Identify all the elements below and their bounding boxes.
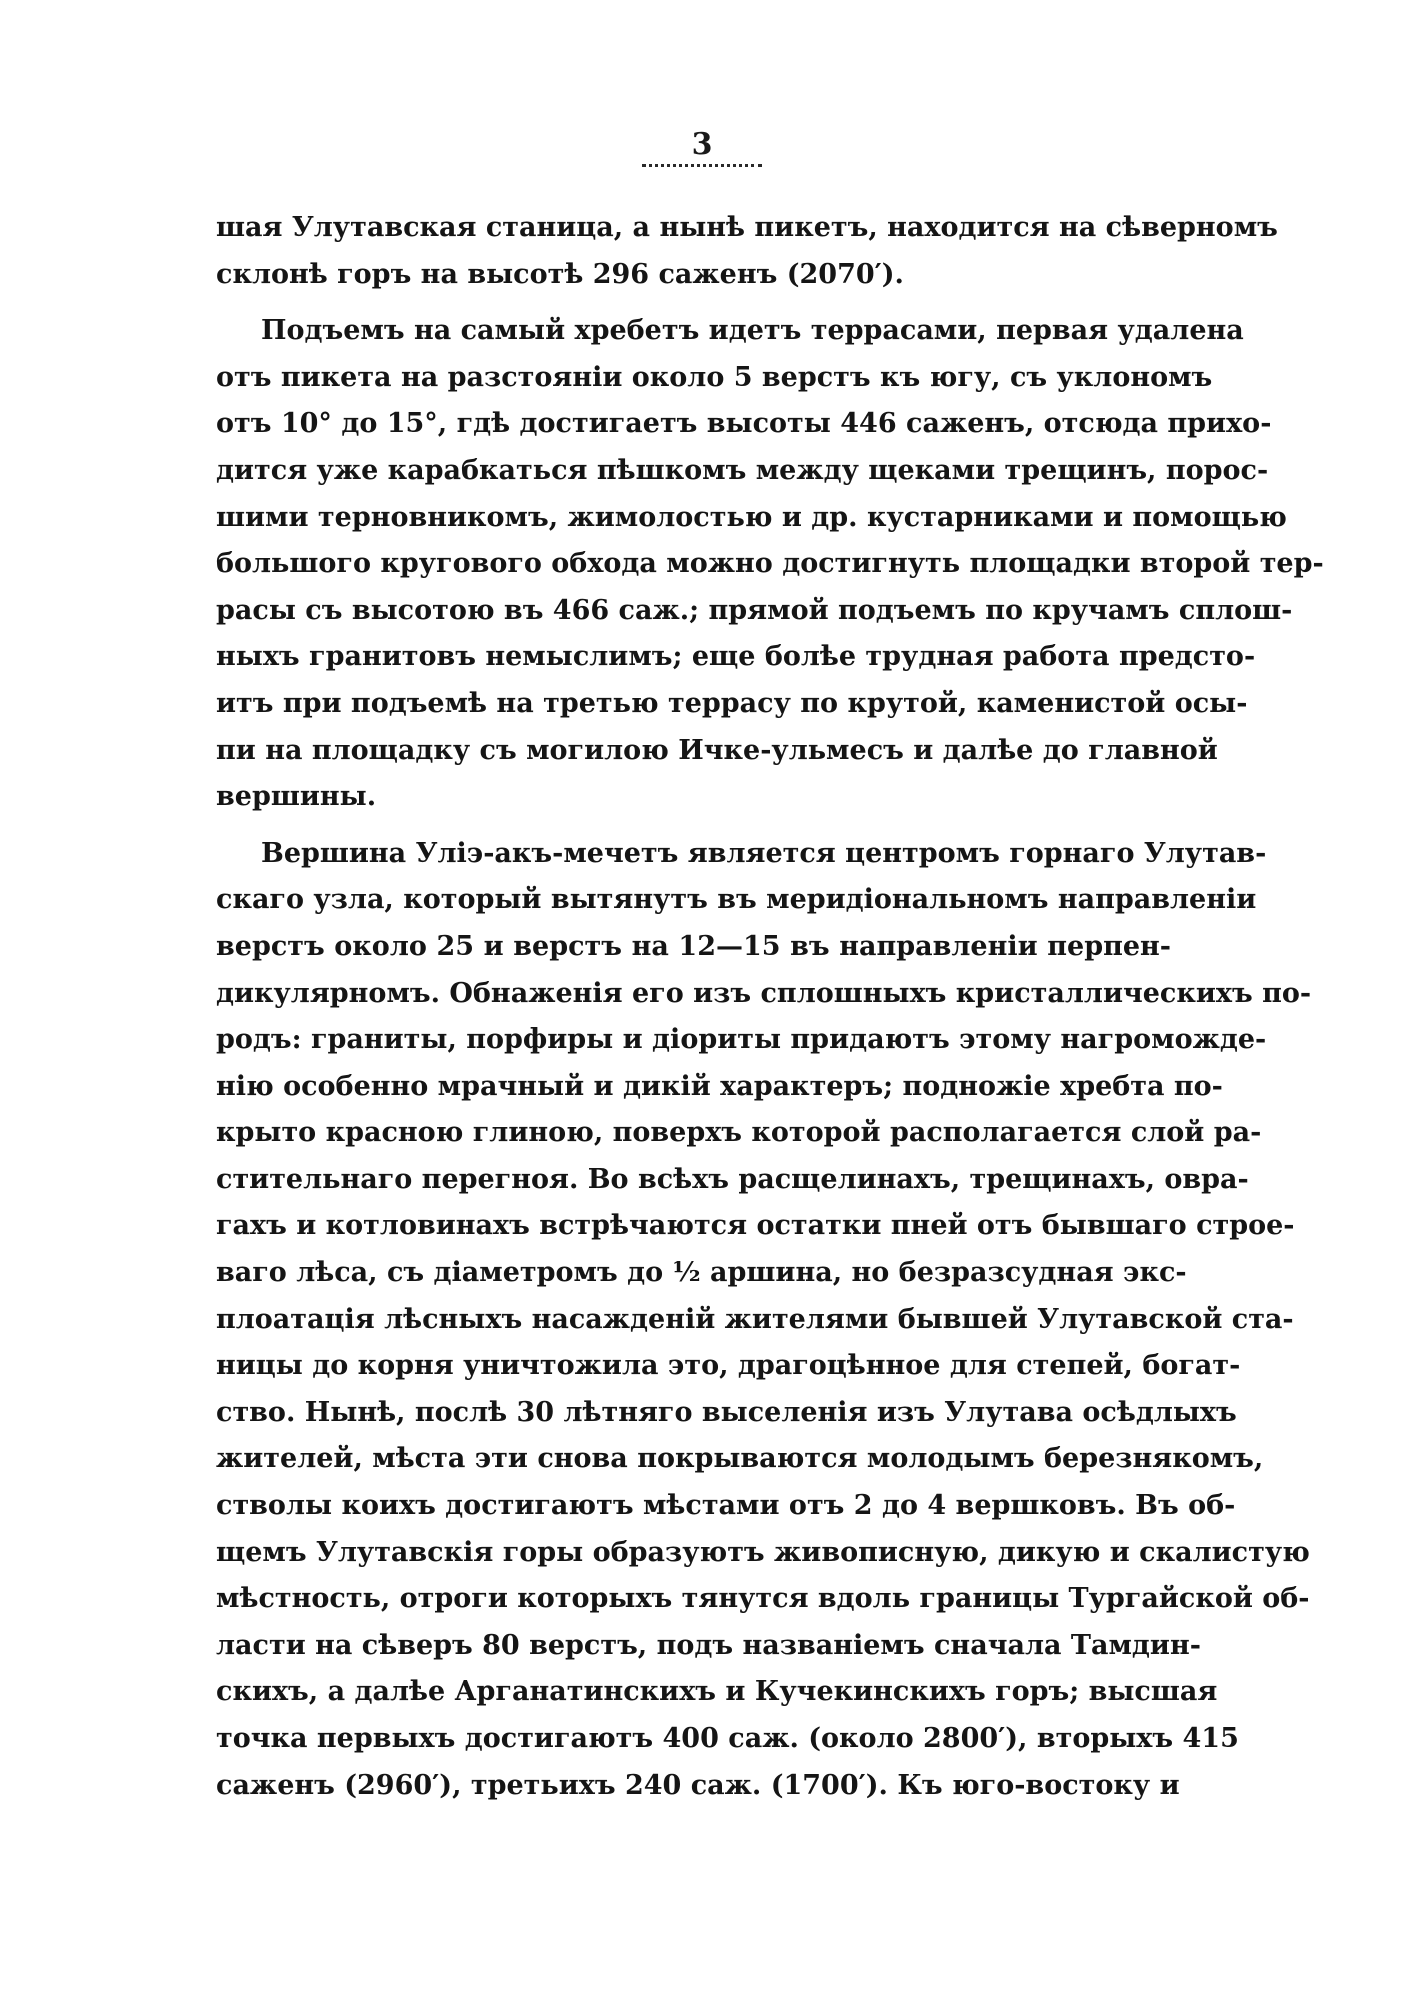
- text-line: отъ 10° до 15°, гдѣ достигаетъ высоты 446 саженъ, отсюда прихо-: [216, 408, 1272, 440]
- text-line: дикулярномъ. Обнаженія его изъ сплошныхъ кристаллическихъ по-: [216, 977, 1312, 1009]
- text-line: склонѣ горъ на высотѣ 296 саженъ (2070′).: [216, 258, 904, 290]
- text-line: точка первыхъ достигаютъ 400 саж. (около 2800′), вторыхъ 415: [216, 1723, 1239, 1754]
- text-line: скаго узла, который вытянутъ въ меридіональномъ направленіи: [216, 884, 1257, 916]
- text-line: плоатація лѣсныхъ насажденій жителями бывшей Улутавской ста-: [216, 1303, 1294, 1335]
- text-line: верстъ около 25 и верстъ на 12—15 въ направленіи перпен-: [216, 930, 1171, 962]
- text-line: Подъемъ на самый хребетъ идетъ террасами, первая удалена: [261, 315, 1244, 347]
- text-line: большого кругового обхода можно достигнуть площадки второй тер-: [216, 548, 1324, 580]
- page-header: [0, 128, 1404, 167]
- text-line: ство. Нынѣ, послѣ 30 лѣтняго выселенія изъ Улутава осѣдлыхъ: [216, 1396, 1237, 1428]
- paragraph-gap: [216, 298, 1171, 308]
- text-line: стительнаго перегноя. Во всѣхъ расщелинахъ, трещинахъ, овра-: [216, 1163, 1249, 1195]
- text-line: вершины.: [216, 781, 377, 813]
- text-line: нію особенно мрачный и дикій характеръ; подножіе хребта по-: [216, 1070, 1223, 1102]
- text-line: ныхъ гранитовъ немыслимъ; еще болѣе трудная работа предсто-: [216, 641, 1256, 673]
- text-line: саженъ (2960′), третьихъ 240 саж. (1700′). Къ юго-востоку и: [216, 1769, 1180, 1801]
- text-line: крыто красною глиною, поверхъ которой располагается слой ра-: [216, 1117, 1262, 1149]
- paragraph-gap: [216, 821, 1171, 831]
- text-line: Вершина Уліэ-акъ-мечетъ является центромъ горнаго Улутав-: [261, 837, 1267, 869]
- header-dotted-rule: [642, 164, 762, 167]
- page-number: 3: [691, 127, 713, 162]
- text-line: ласти на сѣверъ 80 верстъ, подъ названіемъ сначала Тамдин-: [216, 1629, 1201, 1661]
- text-line: пи на площадку съ могилою Ичке-ульмесъ и далѣе до главной: [216, 734, 1218, 766]
- text-line: мѣстность, отроги которыхъ тянутся вдоль границы Тургайской об-: [216, 1583, 1310, 1615]
- text-line: шая Улутавская станица, а нынѣ пикетъ, находится на сѣверномъ: [216, 212, 1278, 243]
- text-line: жителей, мѣста эти снова покрываются молодымъ березнякомъ,: [216, 1443, 1264, 1475]
- text-line: ваго лѣса, съ діаметромъ до ½ аршина, но безразсудная экс-: [216, 1257, 1187, 1289]
- text-line: гахъ и котловинахъ встрѣчаются остатки пней отъ бывшаго строе-: [216, 1210, 1295, 1242]
- text-line: родъ: граниты, порфиры и діориты придаютъ этому нагроможде-: [216, 1024, 1267, 1056]
- body-text: [216, 205, 1324, 1809]
- text-line: дится уже карабкаться пѣшкомъ между щеками трещинъ, порос-: [216, 454, 1269, 486]
- text-line: стволы коихъ достигаютъ мѣстами отъ 2 до 4 вершковъ. Въ об-: [216, 1490, 1236, 1522]
- text-line: шими терновникомъ, жимолостью и др. кустарниками и помощью: [216, 501, 1287, 533]
- text-line: итъ при подъемѣ на третью террасу по крутой, каменистой осы-: [216, 687, 1248, 719]
- text-line: расы съ высотою въ 466 саж.; прямой подъемъ по кручамъ сплош-: [216, 594, 1293, 626]
- text-line: отъ пикета на разстояніи около 5 верстъ къ югу, съ уклономъ: [216, 361, 1213, 393]
- text-line: ницы до корня уничтожила это, драгоцѣнное для степей, богат-: [216, 1350, 1241, 1382]
- text-line: скихъ, а далѣе Арганатинскихъ и Кучекинскихъ горъ; высшая: [216, 1676, 1218, 1708]
- text-line: щемъ Улутавскія горы образуютъ живописную, дикую и скалистую: [216, 1536, 1310, 1568]
